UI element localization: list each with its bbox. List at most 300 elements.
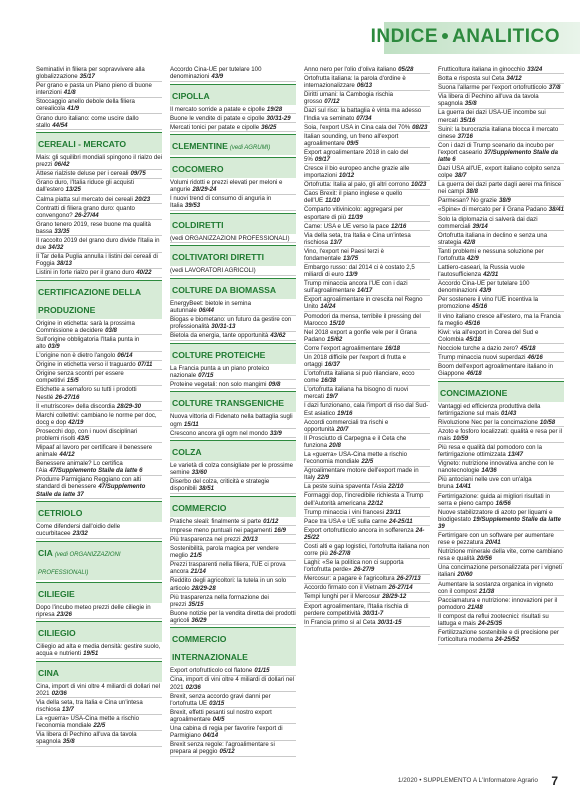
section-heading: [36, 280, 162, 319]
entry-title: Nuova vittoria di Fidenato nella battaglia sugli ogm: [170, 413, 293, 428]
index-entry: [304, 66, 430, 74]
entry-title: (vedi LAVORATORI AGRICOLI): [170, 267, 256, 275]
entry-title: Con i dazi di Trump scenario da incubo per l'export caseario: [438, 141, 554, 156]
index-entry: [170, 106, 296, 114]
section-heading: [170, 157, 296, 178]
entry-title: Origine senza scontri per essere competitivi: [36, 370, 124, 385]
entry-page-ref: 01/12: [263, 517, 279, 525]
index-entry: [170, 667, 296, 675]
index-entry: [36, 370, 162, 386]
index-entry: [36, 643, 162, 659]
entry-title: Crescono ancora gli ogm nel mondo: [170, 429, 268, 437]
entry-page-ref: 10/59: [452, 434, 469, 442]
entry-page-ref: 43/62: [270, 332, 286, 340]
index-entry: [438, 581, 564, 597]
index-entry: [438, 248, 564, 264]
entry-page-ref: 20/56: [476, 555, 492, 563]
entry-page-ref: 02/36: [185, 683, 201, 691]
entry-title: Vantaggi ed efficienza produttiva della fertirrigazione sul mais: [438, 402, 541, 417]
index-entry: [304, 133, 430, 149]
entry-title: Brexit senza regole: l'agroalimentare si prepara al peggio: [170, 741, 275, 756]
entry-page-ref: 13/25: [65, 186, 81, 194]
index-entry: [304, 91, 430, 107]
entry-page-ref: 03/9: [47, 343, 60, 351]
index-entry: [170, 179, 296, 195]
entry-page-ref: 33/9: [269, 429, 282, 437]
entry-page-ref: 03/8: [105, 326, 117, 334]
index-entry: [304, 492, 430, 508]
title-right: ANALITICO: [452, 26, 560, 47]
entry-page-ref: 02/36: [51, 689, 67, 697]
entry-title: La guerra dei dazi USA-UE incombe sui mercati: [438, 109, 546, 124]
entry-page-ref: 30/31-15: [377, 618, 402, 626]
entry-title: Cina, import di vini oltre 4 miliardi di dollari nel 2021: [170, 676, 294, 691]
index-entry: [170, 462, 296, 478]
entry-page-ref: 38/7: [454, 172, 467, 180]
entry-title: Come difendersi dall'oidio delle cucurbitacee: [36, 523, 121, 538]
entry-title: Benessere animale? Lo certifica l'Aia: [36, 460, 123, 475]
entry-page-ref: 04/14: [202, 732, 219, 740]
section-title: COLTURE DA BIOMASSA: [172, 284, 277, 295]
entry-title: (vedi ORGANIZZAZIONI PROFESSIONALI): [170, 234, 290, 242]
entry-title: Il Prosciutto di Carpegna e il Ceta che funziona: [304, 434, 407, 449]
entry-title: Mipaaf al lavoro per certificare il benessere animale: [36, 444, 153, 459]
entry-page-ref: 19/28: [266, 105, 283, 113]
entry-title: «Spine» di mercato per il Grana Padano: [438, 206, 547, 214]
entry-page-ref: 45/18: [465, 335, 481, 343]
index-entry: [438, 532, 564, 548]
entry-title: Export ortofrutticolo col flatone: [170, 667, 253, 675]
entry-title: Came: USA e UE verso la pace: [304, 222, 390, 230]
entry-title: Grano duro italiano: come uscire dallo stallo: [36, 114, 139, 129]
entry-title: Tempi lunghi per il Mercosur: [304, 593, 381, 601]
entry-title: Imprese meno puntuali nei pagamenti: [170, 526, 272, 534]
entry-title: Pratiche sleali: finalmente si parte: [170, 517, 262, 525]
index-entry: [304, 354, 430, 370]
entry-title: Export agroalimentare, l'Italia rischia di perdere competitività: [304, 602, 409, 617]
entry-title: Ortofrutta italiana in declino e senza una strategia: [438, 231, 548, 246]
index-entry: [438, 66, 564, 74]
index-entry: [170, 300, 296, 316]
index-entry: [36, 66, 162, 82]
section-title: COCOMERO: [172, 164, 224, 175]
entry-page-ref: 21/14: [190, 568, 206, 576]
index-entry: [170, 527, 296, 535]
entry-page-ref: 14/36: [481, 467, 497, 475]
index-entry: [170, 610, 296, 626]
entry-page-ref: 20/41: [485, 539, 501, 547]
entry-page-ref: 42/31: [483, 271, 499, 279]
entry-page-ref: 35/15: [188, 600, 204, 608]
section-heading: [170, 245, 296, 266]
entry-page-ref: 35/8: [62, 738, 75, 746]
entry-title: Botta e risposta sul Ceta: [438, 75, 505, 83]
index-entry: [438, 280, 564, 296]
entry-title: Mercati tonici per patate e cipolle: [170, 123, 260, 131]
entry-page-ref: 09/8: [268, 380, 281, 388]
entry-title: L'ortofrutta italiana si può rilanciare, ecco come: [304, 370, 415, 385]
entry-title: Brexit, effetti pesanti sul nostro export agroalimentare: [170, 708, 272, 723]
entry-title: Una concimazione personalizzata per i vigneti italiani: [438, 564, 562, 579]
entry-title: Ortofrutta italiana: la parola d'ordine è internazionalizzare: [304, 75, 406, 90]
section-title: CETRIOLO: [38, 508, 83, 519]
entry-page-ref: 16/9: [273, 526, 286, 534]
entry-page-ref: 22/5: [93, 722, 106, 730]
entry-page-ref: 16/56: [495, 499, 511, 507]
entry-page-ref: 03/15: [209, 699, 225, 707]
entry-title: Grano duro, l'Italia riduce gli acquisti dall'estero: [36, 179, 135, 194]
entry-page-ref: 23/11: [386, 508, 401, 516]
index-entry: [304, 248, 430, 264]
index-entry: [170, 545, 296, 561]
index-entry: [438, 206, 564, 214]
entry-title: Frutticoltura italiana in ginocchio: [438, 66, 526, 73]
entry-page-ref: 24-25/52: [495, 636, 520, 644]
entry-page-ref: 16/38: [320, 377, 337, 385]
index-entry: [438, 197, 564, 205]
entry-page-ref: 19/51: [83, 650, 99, 658]
section-heading: [170, 496, 296, 517]
section-title: COMMERCIO INTERNAZIONALE: [172, 634, 248, 663]
index-entry: [304, 451, 430, 467]
index-entry: [304, 313, 430, 329]
entry-page-ref: 26-27/16: [55, 393, 80, 401]
entry-page-ref: 39/14: [472, 222, 488, 230]
section-title: CEREALI - MERCATO: [38, 139, 127, 150]
entry-page-ref: 26-27/13: [396, 575, 421, 583]
entry-page-ref: 45/16: [464, 319, 480, 327]
entry-page-ref: 34/12: [506, 75, 522, 83]
index-entry: [170, 478, 296, 494]
entry-title: Ortofrutta: Italia al palo, gli altri corrono: [304, 181, 409, 189]
entry-page-ref: 28/29-24: [192, 186, 217, 194]
index-entry: [304, 370, 430, 386]
entry-title: Lattiero-caseari, la Russia vuole l'autosufficienza: [438, 264, 525, 279]
entry-title: Accordo Cina-UE per tutelare 100 denominazioni: [438, 280, 530, 295]
index-entry: [36, 154, 162, 170]
entry-page-ref: 41/8: [63, 89, 76, 97]
index-entry: [36, 269, 162, 277]
index-entry: [170, 518, 296, 526]
entry-title: Il compost da reflui zootecnici: risultati su lattuga e mais: [438, 612, 549, 627]
entry-page-ref: 44/54: [52, 121, 68, 129]
entry-page-ref: 12/16: [391, 222, 407, 230]
index-entry: [304, 603, 430, 619]
index-column-2: [170, 66, 296, 768]
entry-title: Caos Brexit: il piano inglese e quello dell'UE: [304, 190, 403, 205]
index-columns: [36, 66, 564, 768]
entry-page-ref: 33/60: [191, 469, 207, 477]
entry-page-ref: 15/11: [183, 420, 199, 428]
entry-page-ref: 26-27/8: [329, 550, 351, 558]
entry-page-ref: 24-25/22: [304, 526, 425, 541]
entry-page-ref: 10/58: [539, 418, 556, 426]
entry-title: Grano tenero 2019, rese buone ma qualità bassa: [36, 220, 151, 235]
page-footer: [0, 774, 580, 788]
index-entry: [36, 476, 162, 499]
entry-title: I nuovi trend di consumo di anguria in Italia: [170, 195, 272, 210]
index-entry: [304, 124, 430, 132]
entry-page-ref: 24-25/11: [388, 517, 413, 525]
entry-page-ref: 38/9: [498, 197, 511, 205]
index-entry: [304, 527, 430, 543]
entry-title: Per grano e pasta un Piano pieno di buone intenzioni: [36, 82, 152, 97]
index-entry: [438, 345, 564, 353]
index-entry: [304, 559, 430, 575]
entry-title: Il vino italiano cresce all'estero, ma la Francia fa meglio: [438, 312, 561, 327]
index-entry: [438, 597, 564, 613]
entry-page-ref: 11/10: [325, 197, 340, 205]
title-dot-icon: [442, 33, 448, 39]
entry-title: I dazi funzionano, cala l'import di riso dal Sud-Est asiatico: [304, 402, 429, 417]
entry-title: Calma piatta sul mercato dei cereali: [36, 195, 133, 203]
index-entry: [304, 264, 430, 280]
index-entry: [36, 352, 162, 360]
entry-title: Parmesan? No grazie: [438, 197, 497, 205]
index-entry: [170, 413, 296, 429]
entry-page-ref: 01/43: [500, 409, 517, 417]
entry-title: Costi alti e gap logistici, l'ortofrutta italiana non corre più: [304, 542, 430, 558]
index-entry: [36, 428, 162, 444]
entry-title: Suona l'allarme per l'export ortofrutticolo: [438, 84, 547, 92]
index-column-4: [438, 66, 564, 768]
entry-page-ref: 13/47: [507, 451, 523, 459]
entry-title: Nocciole turche a dazio zero?: [438, 344, 519, 352]
entry-title: La «guerra» USA-Cina mette a rischio l'economia mondiale: [304, 451, 407, 466]
index-entry: [438, 329, 564, 345]
entry-page-ref: 28/29-12: [382, 593, 407, 601]
entry-page-ref: 15/62: [327, 335, 343, 343]
entry-title: Export agroalimentare in crescita nel Regno Unito: [304, 296, 423, 311]
entry-title: Dazi sul riso: la battaglia è vinta ma adesso l'India va seminato: [304, 107, 422, 122]
entry-title: Nel 2018 export a gonfie vele per il Grana Padano: [304, 328, 417, 343]
index-entry: [438, 476, 564, 492]
entry-page-ref: 22/10: [388, 483, 404, 491]
index-entry: [36, 196, 162, 204]
entry-title: Diritti umani: la Cambogia rischia grosso: [304, 91, 394, 106]
entry-title: Attese rialziste deluse per i cereali: [36, 170, 129, 178]
index-entry: [36, 205, 162, 221]
index-entry: [304, 419, 430, 435]
page-number: 7: [551, 774, 558, 788]
index-entry: [36, 523, 162, 539]
entry-title: Mercosur: a pagare è l'agricoltura: [304, 575, 395, 583]
entry-title: Kiwi: via all'export in Corea del Sud e Colombia: [438, 328, 539, 343]
index-entry: [170, 115, 296, 123]
entry-title: Il Tar della Puglia annulla i listini dei cereali di Foggia: [36, 253, 158, 268]
entry-title: Laghi: «Se la politica non ci supporta l'ortofrutta perde»: [304, 559, 404, 574]
entry-page-ref: 46/16: [527, 353, 543, 361]
entry-page-ref: 47/Supplemento Stalle da latte 6: [49, 467, 143, 475]
entry-title: Export agroalimentare 2018 in calo del 5%: [304, 148, 409, 163]
entry-page-ref: 40/22: [136, 269, 152, 277]
index-entry: [36, 336, 162, 352]
index-entry: [304, 575, 430, 583]
entry-title: Export ortofrutticolo ancora in sofferenza: [304, 526, 414, 534]
section-heading: [36, 661, 162, 682]
index-entry: [438, 264, 564, 280]
section-title: COLTURE TRANSGENICHE: [172, 398, 285, 409]
index-entry: [304, 107, 430, 123]
entry-title: Buone notizie per la vendita diretta dei prodotti agricoli: [170, 609, 296, 624]
entry-page-ref: 07/15: [198, 371, 214, 379]
entry-page-ref: 16/18: [384, 344, 400, 352]
index-entry: [170, 709, 296, 725]
section-heading: [170, 278, 296, 299]
entry-page-ref: 09/75: [130, 170, 146, 178]
entry-title: Via libera di Pechino all'uva da tavola spagnola: [36, 731, 137, 746]
entry-title: Origine in etichetta verso il traguardo: [36, 361, 136, 369]
entry-title: Il mercato sorride a patate e cipolle: [170, 105, 265, 113]
section-title: CILIEGIO: [38, 628, 76, 639]
index-entry: [438, 403, 564, 419]
entry-title: Cresce il bio europeo anche grazie alle importazioni: [304, 165, 410, 180]
index-entry: [304, 280, 430, 296]
entry-page-ref: 30/31-13: [211, 323, 236, 331]
index-entry: [438, 93, 564, 109]
entry-page-ref: 43/9: [211, 73, 224, 81]
index-entry: [36, 170, 162, 178]
section-title: COLTIVATORI DIRETTI: [172, 252, 264, 263]
entry-title: Accordo firmato con il Vietnam: [304, 584, 387, 592]
entry-page-ref: 20/60: [457, 571, 473, 579]
entry-title: Origine in etichetta: sarà la prossima Commissione a decidere: [36, 319, 135, 334]
entry-title: Pomodori da mensa, terribile il pressing del Marocco: [304, 312, 421, 327]
entry-page-ref: 01/15: [254, 667, 270, 675]
entry-page-ref: 14/24: [320, 303, 336, 311]
index-entry: [304, 296, 430, 312]
entry-page-ref: 20/13: [242, 535, 258, 543]
entry-title: Fertirrigare con un software per aumentare rese e pezzatura: [438, 532, 554, 547]
entry-page-ref: 10/12: [338, 172, 355, 180]
entry-page-ref: 28/29-30: [116, 402, 141, 410]
entry-page-ref: 22/5: [361, 458, 374, 466]
entry-title: Dazi USA all'UE, export italiano colpito senza colpe: [438, 165, 561, 180]
page-header: [0, 0, 580, 56]
index-entry: [170, 332, 296, 340]
index-entry: [304, 329, 430, 345]
entry-title: Prezzi trasparenti nella filiera, l'UE ci prova ancora: [170, 561, 286, 576]
entry-title: La «guerra» USA-Cina mette a rischio l'economia mondiale: [36, 715, 139, 730]
entry-title: Vigneto: nutrizione innovativa anche con le nanotecnologie: [438, 460, 554, 475]
entry-title: Reddito degli agricoltori: la tutela in un solo articolo: [170, 577, 287, 592]
index-entry: [36, 179, 162, 195]
entry-page-ref: 21/38: [478, 587, 495, 595]
index-entry: [170, 676, 296, 692]
section-heading: [170, 213, 296, 234]
entry-title: Accordi commerciali tra rischi e opportunità: [304, 418, 389, 433]
index-column-3: [304, 66, 430, 768]
entry-title: Ciliegio ad alta e media densità: gestire suolo, acqua e nutrienti: [36, 643, 161, 658]
entry-title: Proteine vegetali: non solo mangimi: [170, 380, 267, 388]
entry-page-ref: 36/29: [191, 616, 207, 624]
section-title: CILIEGIE: [38, 588, 75, 599]
index-entry: [304, 223, 430, 231]
entry-page-ref: 19/7: [325, 393, 338, 401]
index-entry: [304, 483, 430, 491]
entry-page-ref: 09/17: [314, 155, 331, 163]
entry-title: Volumi ridotti e prezzi elevati per meloni e angurie: [170, 179, 283, 194]
entry-title: Pacciamatura e nutrizione: innovazioni per il pomodoro: [438, 596, 558, 611]
section-heading: [170, 391, 296, 412]
entry-title: Rivoluzione Nec per la concimazione: [438, 418, 538, 426]
entry-page-ref: 26-27/9: [353, 566, 375, 574]
index-entry: [438, 109, 564, 125]
index-entry: [36, 444, 162, 460]
entry-title: Vino, l'export nei Paesi terzi è fondamentale: [304, 247, 384, 262]
entry-title: Più trasparenza nella formazione dei prezzi: [170, 593, 269, 608]
section-title: CIPOLLA: [172, 90, 210, 101]
entry-title: Fertilizzazione sostenibile e di precisione per l'orticoltura moderna: [438, 629, 559, 644]
entry-title: Accordo Cina-UE per tutelare 100 denominazioni: [170, 66, 262, 81]
entry-page-ref: 26-27/14: [388, 584, 413, 592]
entry-page-ref: 07/11: [137, 361, 153, 369]
entry-page-ref: 37/Supplemento Stalle da latte 6: [438, 148, 559, 163]
entry-title: Anno nero per l'olio d'oliva italiano: [304, 66, 397, 73]
entry-title: La peste suina spaventa l'Asia: [304, 483, 387, 491]
index-entry: [438, 509, 564, 532]
entry-title: Contratti di filiera grano duro: quanto convengono?: [36, 204, 135, 219]
entry-title: Stoccaggio anello debole della filiera cerealicola: [36, 98, 135, 113]
entry-title: Un 2018 difficile per l'export di frutta e ortaggi: [304, 353, 406, 369]
index-entry: [36, 683, 162, 699]
section-title: CERTIFICAZIONE DELLA PRODUZIONE: [38, 286, 141, 315]
entry-page-ref: 28/29-28: [191, 584, 216, 592]
entry-title: Embargo russo: dal 2014 ci è costato 2,5 miliardi di euro: [304, 264, 415, 279]
index-column-1: [36, 66, 162, 768]
entry-page-ref: 19/Supplemento Stalle da latte 39: [438, 515, 561, 530]
entry-title: Prosecchi dop, con i nuovi disciplinari problemi risolti: [36, 427, 138, 442]
entry-page-ref: 13/7: [62, 706, 74, 714]
index-entry: [304, 467, 430, 483]
section-title: CIA: [38, 547, 53, 558]
entry-title: Più resa e qualità dal pomodoro con la fertirrigazione ottimizzata: [438, 444, 542, 459]
entry-page-ref: 42/9: [466, 254, 479, 262]
title-left: INDICE: [370, 26, 439, 47]
entry-page-ref: 23/32: [72, 530, 88, 538]
entry-title: Seminativi in filiera per sopravvivere alla globalizzazione: [36, 66, 145, 81]
entry-title: Italian sounding, un freno all'export agroalimentare: [304, 132, 399, 147]
section-heading: [170, 343, 296, 364]
entry-page-ref: 20/23: [134, 195, 151, 203]
index-entry: [170, 365, 296, 381]
entry-page-ref: 37/16: [457, 132, 473, 140]
entry-page-ref: 07/12: [324, 98, 340, 106]
index-entry: [438, 142, 564, 165]
entry-page-ref: 43/5: [77, 434, 90, 442]
entry-title: Via libera di Pechino all'uva da tavola spagnola: [438, 93, 539, 108]
index-entry: [36, 460, 162, 476]
entry-page-ref: 23/26: [56, 610, 72, 618]
entry-title: Solo la diplomazia ci salverà dai dazi commerciali: [438, 215, 538, 230]
index-entry: [170, 267, 296, 275]
index-entry: [304, 345, 430, 353]
entry-title: Biogas e biometano: un futuro da gestire con professionalità: [170, 316, 292, 331]
index-entry: [36, 237, 162, 253]
index-entry: [304, 190, 430, 206]
index-entry: [36, 699, 162, 715]
index-entry: [438, 126, 564, 142]
entry-page-ref: 24-25/35: [477, 619, 502, 627]
section-crossref: (vedi AGRUMI): [229, 145, 271, 152]
index-entry: [170, 66, 296, 82]
entry-title: Una cabina di regia per favorire l'export di Parmigiano: [170, 724, 283, 740]
index-title: [371, 26, 560, 48]
index-entry: [304, 165, 430, 181]
entry-page-ref: 38/8: [466, 188, 478, 196]
entry-title: Per sostenere il vino l'UE incentiva la promozione: [438, 296, 539, 311]
entry-page-ref: 38/13: [56, 260, 72, 268]
